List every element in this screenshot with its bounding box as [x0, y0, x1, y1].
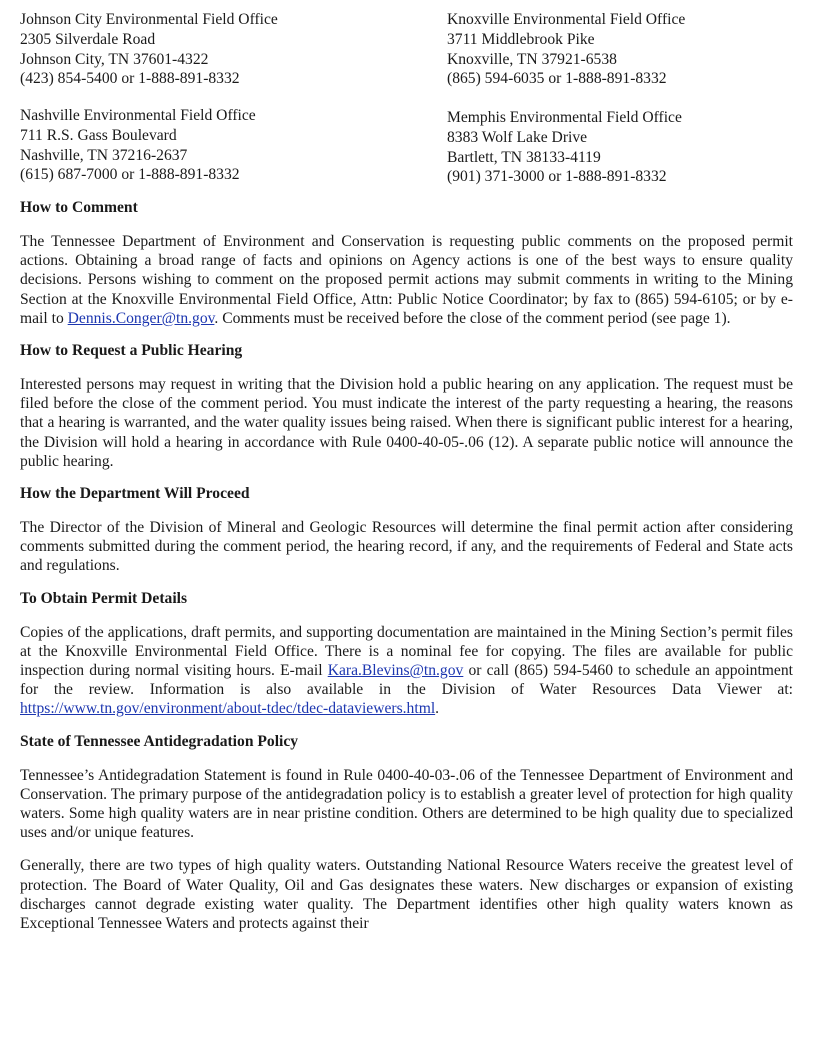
- body-text: .: [435, 700, 440, 718]
- section-body: [20, 623, 793, 719]
- section-heading: How to Comment: [20, 199, 138, 216]
- office-knoxville: [447, 10, 685, 89]
- section-body: [20, 232, 793, 328]
- office-memphis: [447, 108, 682, 187]
- section-department-proceed: [20, 484, 793, 576]
- office-phone: (901) 371-3000 or 1-888-891-8332: [447, 168, 667, 186]
- section-heading: State of Tennessee Antidegradation Policy: [20, 732, 299, 750]
- antidegradation-paragraph-2: Generally, there are two types of high quality waters. Outstanding National Resource Waters receive the greatest level of protection. The Board of Water Quality, Oil and Gas designates these waters. New discharges or expansion of existing discharges cannot degrade existing water quality. The Department identifies other high quality waters known as Exceptional Tennessee Waters and protects against their: [20, 857, 793, 933]
- office-name: Johnson City Environmental Field Office: [20, 11, 278, 28]
- office-city: Knoxville, TN 37921-6538: [447, 50, 617, 68]
- email-link-kara-blevins[interactable]: Kara.Blevins@tn.gov: [327, 662, 464, 680]
- office-johnson-city: [20, 10, 278, 89]
- body-text: . Comments must be received before the close of the comment period (see page 1).: [214, 309, 731, 327]
- office-city: Nashville, TN 37216-2637: [20, 146, 188, 164]
- office-phone: (423) 854-5400 or 1-888-891-8332: [20, 70, 240, 88]
- data-viewer-link[interactable]: https://www.tn.gov/environment/about-tdec/tdec-dataviewers.html: [20, 700, 436, 718]
- office-street: 2305 Silverdale Road: [20, 30, 156, 48]
- body-text: Copies of the applications, draft permits, and supporting documentation are maintained in the Mining Section’s permit files at the Knoxville Environmental Field Office. There is a nominal fee for copying. The files are available for public inspection during normal visiting hours. E-mail: [20, 623, 793, 680]
- body-text: or call (865) 594-5460 to schedule an appointment for the review. Information is also available in the Division of Water Resources Data Viewer at:: [20, 662, 793, 699]
- email-link-dennis-conger[interactable]: Dennis.Conger@tn.gov: [67, 309, 215, 327]
- body-text: The Tennessee Department of Environment and Conservation is requesting public comments on the proposed permit actions. Obtaining a broad range of facts and opinions on Agency actions is one of the best ways to ensure quality decisions. Persons wishing to comment on the proposed permit actions may submit comments in writing to the Mining Section at the Knoxville Environmental Field Office, Attn: Public Notice Coordinator; by fax to (865) 594-6105; or by e-mail to: [20, 233, 793, 327]
- section-body: Interested persons may request in writing that the Division hold a public hearing on any application. The request must be filed before the close of the comment period. You must indicate the interest of the party requesting a hearing, the reasons that a hearing is warranted, and the water quality issues being raised. When there is significant public interest for a hearing, the Division will hold a hearing in accordance with Rule 0400-40-05-.06 (12). A separate public notice will announce the public hearing.: [20, 376, 793, 470]
- office-nashville: [20, 106, 256, 185]
- office-phone: (865) 594-6035 or 1-888-891-8332: [447, 70, 667, 88]
- field-office-addresses: [20, 6, 793, 198]
- section-heading: To Obtain Permit Details: [20, 589, 188, 607]
- section-request-hearing: [20, 341, 793, 471]
- office-city: Bartlett, TN 38133-4119: [447, 148, 601, 166]
- office-street: 8383 Wolf Lake Drive: [447, 128, 588, 146]
- section-antidegradation-policy: [20, 732, 793, 934]
- office-phone: (615) 687-7000 or 1-888-891-8332: [20, 166, 240, 184]
- section-permit-details: [20, 589, 793, 719]
- office-street: 3711 Middlebrook Pike: [447, 30, 595, 48]
- office-city: Johnson City, TN 37601-4322: [20, 50, 209, 68]
- section-heading: How to Request a Public Hearing: [20, 342, 243, 360]
- office-name: Knoxville Environmental Field Office: [447, 11, 686, 28]
- section-how-to-comment: [20, 198, 793, 328]
- office-name: Memphis Environmental Field Office: [447, 109, 682, 126]
- section-body: The Director of the Division of Mineral and Geologic Resources will determine the final permit action after considering comments submitted during the comment period, the hearing record, if any, and the requirements of Federal and State acts and regulations.: [20, 519, 793, 575]
- antidegradation-paragraph-1: Tennessee’s Antidegradation Statement is found in Rule 0400-40-03-.06 of the Tennessee Department of Environment and Conservation. The primary purpose of the antidegradation policy is to establish a greater level of protection for high quality waters. Some high quality waters are in near pristine condition. Others are determined to be high quality due to specialized uses and/or unique features.: [20, 766, 793, 842]
- office-name: Nashville Environmental Field Office: [20, 107, 256, 124]
- section-heading: How the Department Will Proceed: [20, 485, 250, 503]
- office-street: 711 R.S. Gass Boulevard: [20, 126, 177, 144]
